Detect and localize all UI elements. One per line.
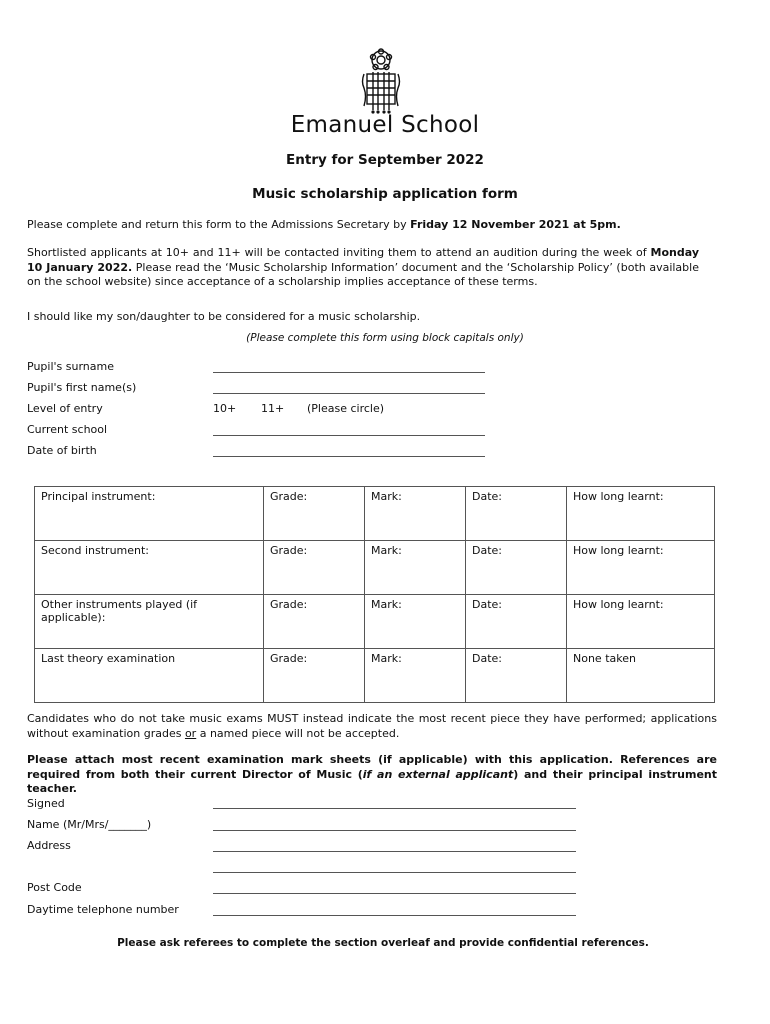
table-cell[interactable]: None taken [567, 649, 715, 703]
table-cell[interactable]: Mark: [365, 541, 466, 595]
table-row [35, 541, 715, 595]
name-field[interactable] [213, 830, 576, 831]
dob-label: Date of birth [27, 444, 97, 457]
current-school-label: Current school [27, 423, 108, 436]
table-cell[interactable]: Date: [466, 595, 567, 649]
audition-paragraph: Shortlisted applicants at 10+ and 11+ will be contacted inviting them to attend an audition during the week of Monday 10 January 2022. Please read the ‘Music Scholarship Information’ document and the ‘Scholarship Policy’ (both available on the school website) since acceptance of a scholarship implies acceptance of these terms. [27, 246, 699, 288]
surname-field[interactable] [213, 372, 485, 373]
school-name: Emanuel School [290, 112, 480, 138]
music-exams-table [34, 486, 715, 703]
consider-statement: I should like my son/daughter to be considered for a music scholarship. [27, 310, 421, 323]
phone-field[interactable] [213, 915, 576, 916]
table-row [35, 487, 715, 541]
table-cell[interactable]: Second instrument: [35, 541, 264, 595]
school-crest-logo [361, 48, 401, 118]
block-capitals-note: (Please complete this form using block capitals only) [246, 332, 524, 344]
table-row [35, 649, 715, 703]
table-cell[interactable]: How long learnt: [567, 541, 715, 595]
table-cell[interactable]: Mark: [365, 649, 466, 703]
table-cell[interactable]: Grade: [264, 487, 365, 541]
address-field-line2[interactable] [213, 872, 576, 873]
table-cell[interactable]: Mark: [365, 595, 466, 649]
page-title: Entry for September 2022 [286, 152, 484, 168]
level-option-10[interactable]: 10+ [213, 402, 237, 415]
table-cell[interactable]: Date: [466, 487, 567, 541]
level-note: (Please circle) [307, 402, 385, 415]
table-cell[interactable]: Grade: [264, 541, 365, 595]
table-cell[interactable]: How long learnt: [567, 595, 715, 649]
attach-note: Please attach most recent examination mark sheets (if applicable) with this application. References are required from both their current Director of Music (if an external applicant) and their principal instrument teacher. [27, 753, 717, 795]
table-cell[interactable]: Grade: [264, 649, 365, 703]
phone-label: Daytime telephone number [27, 903, 179, 916]
table-row [35, 595, 715, 649]
first-names-label: Pupil's first name(s) [27, 381, 137, 394]
level-option-11[interactable]: 11+ [261, 402, 285, 415]
table-cell[interactable]: How long learnt: [567, 487, 715, 541]
postcode-label: Post Code [27, 881, 82, 894]
table-cell[interactable]: Mark: [365, 487, 466, 541]
table-cell[interactable]: Other instruments played (if applicable): [35, 595, 264, 649]
table-cell[interactable]: Date: [466, 541, 567, 595]
form-title: Music scholarship application form [252, 186, 518, 202]
name-label: Name (Mr/Mrs/_______) [27, 818, 152, 831]
postcode-field[interactable] [213, 893, 576, 894]
level-label: Level of entry [27, 402, 103, 415]
address-field-line1[interactable] [213, 851, 576, 852]
address-label: Address [27, 839, 71, 852]
footer-note: Please ask referees to complete the section overleaf and provide confidential references. [117, 937, 649, 949]
table-cell[interactable]: Last theory examination [35, 649, 264, 703]
table-cell[interactable]: Principal instrument: [35, 487, 264, 541]
signed-label: Signed [27, 797, 65, 810]
surname-label: Pupil's surname [27, 360, 114, 373]
first-names-field[interactable] [213, 393, 485, 394]
table-cell[interactable]: Grade: [264, 595, 365, 649]
deadline-paragraph: Please complete and return this form to the Admissions Secretary by Friday 12 November 2021 at 5pm. [27, 218, 621, 231]
signed-field[interactable] [213, 808, 576, 809]
candidates-note: Candidates who do not take music exams MUST instead indicate the most recent piece they have performed; applications without examination grades or a named piece will not be accepted. [27, 712, 717, 740]
table-cell[interactable]: Date: [466, 649, 567, 703]
current-school-field[interactable] [213, 435, 485, 436]
dob-field[interactable] [213, 456, 485, 457]
